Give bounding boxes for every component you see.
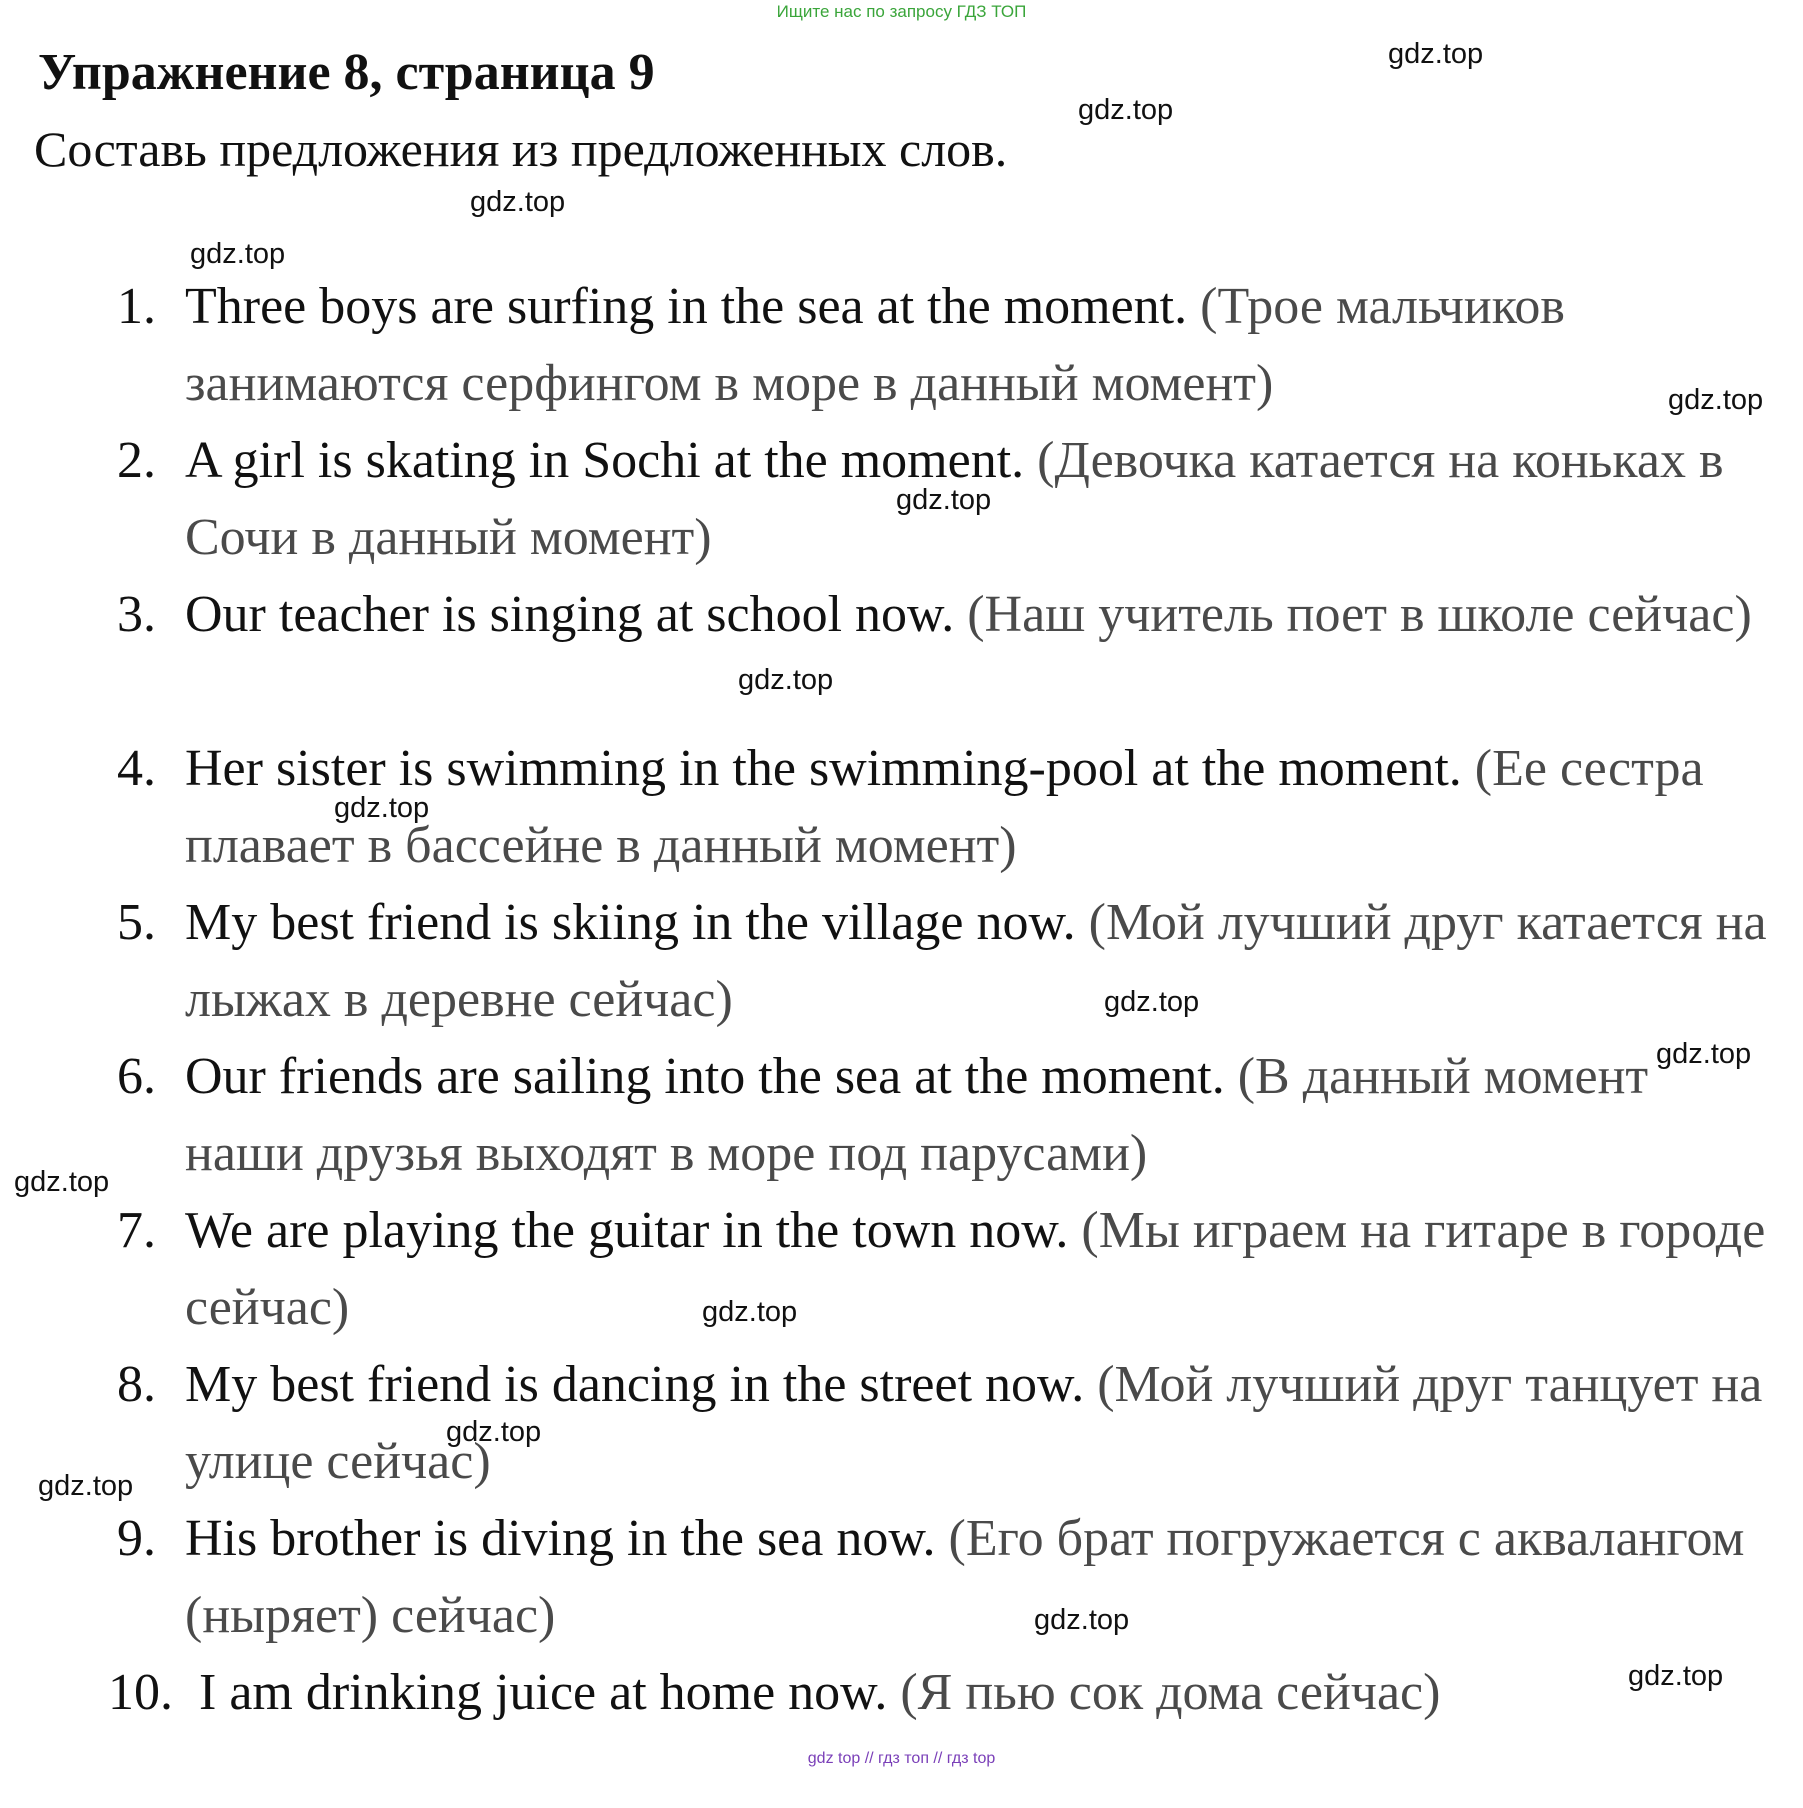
answer-text — [185, 576, 1775, 653]
answer-item — [108, 1500, 1798, 1654]
watermark: gdz.top — [702, 1296, 798, 1328]
watermark: gdz.top — [1034, 1604, 1130, 1636]
russian-translation: (Мы играем на гитаре в городе сейчас) — [185, 1202, 1766, 1336]
english-sentence: My best friend is skiing in the village now. — [185, 894, 1076, 951]
answer-text — [185, 1192, 1775, 1346]
watermark: gdz.top — [446, 1416, 542, 1448]
answer-text — [185, 1500, 1775, 1654]
answer-text — [185, 884, 1775, 1038]
answer-number: 8. — [117, 1356, 156, 1413]
answer-number: 1. — [117, 278, 156, 335]
russian-translation: (Наш учитель поет в школе сейчас) — [967, 586, 1752, 643]
english-sentence: A girl is skating in Sochi at the moment. — [185, 432, 1025, 489]
answer-item — [108, 1038, 1798, 1192]
bottom-banner: gdz top // гдз топ // гдз top — [807, 1750, 996, 1767]
watermark: gdz.top — [1628, 1660, 1724, 1692]
english-sentence: We are playing the guitar in the town now. — [185, 1202, 1069, 1259]
russian-translation: (Девочка катается на коньках в Сочи в данный момент) — [185, 432, 1724, 566]
english-sentence: Our friends are sailing into the sea at the moment. — [185, 1048, 1225, 1105]
english-sentence: My best friend is dancing in the street now. — [185, 1356, 1085, 1413]
russian-translation: (Мой лучший друг танцует на улице сейчас) — [185, 1356, 1763, 1490]
russian-translation: (Я пью сок дома сейчас) — [900, 1664, 1441, 1721]
answer-number: 9. — [117, 1510, 156, 1567]
russian-translation: (Трое мальчиков занимаются серфингом в море в данный момент) — [185, 278, 1565, 412]
task-instruction: Составь предложения из предложенных слов. — [34, 121, 1008, 177]
answer-number: 2. — [117, 432, 156, 489]
answer-text — [199, 1654, 1789, 1731]
watermark: gdz.top — [190, 238, 286, 270]
english-sentence: Three boys are surfing in the sea at the moment. — [185, 278, 1188, 335]
watermark: gdz.top — [1656, 1038, 1752, 1070]
answer-number: 3. — [117, 586, 156, 643]
russian-translation: (В данный момент наши друзья выходят в море под парусами) — [185, 1048, 1649, 1182]
english-sentence: His brother is diving in the sea now. — [185, 1510, 936, 1567]
watermark: gdz.top — [738, 664, 834, 696]
russian-translation: (Его брат погружается с аквалангом (ныряет) сейчас) — [185, 1510, 1745, 1644]
watermark: gdz.top — [1078, 94, 1174, 126]
watermark: gdz.top — [14, 1166, 110, 1198]
answer-item — [108, 576, 1798, 730]
answer-item — [108, 1346, 1798, 1500]
answer-number: 7. — [117, 1202, 156, 1259]
watermark: gdz.top — [1668, 384, 1764, 416]
answer-item — [108, 1192, 1798, 1346]
watermark: gdz.top — [896, 484, 992, 516]
english-sentence: I am drinking juice at home now. — [199, 1664, 888, 1721]
top-banner: Ищите нас по запросу ГДЗ ТОП — [776, 2, 1027, 21]
russian-translation: (Мой лучший друг катается на лыжах в деревне сейчас) — [185, 894, 1767, 1028]
watermark: gdz.top — [38, 1470, 134, 1502]
answer-item — [108, 1654, 1798, 1808]
answer-text — [185, 268, 1775, 422]
english-sentence: Our teacher is singing at school now. — [185, 586, 955, 643]
answer-item — [108, 268, 1798, 422]
watermark: gdz.top — [470, 186, 566, 218]
watermark: gdz.top — [334, 792, 430, 824]
answer-number: 4. — [117, 740, 156, 797]
answer-text — [185, 1038, 1775, 1192]
answer-text — [185, 1346, 1775, 1500]
english-sentence: Her sister is swimming in the swimming-pool at the moment. — [185, 740, 1462, 797]
watermark: gdz.top — [1388, 38, 1484, 70]
answer-item — [108, 884, 1798, 1038]
page-title: Упражнение 8, страница 9 — [38, 44, 655, 101]
watermark: gdz.top — [1104, 986, 1200, 1018]
answer-number: 6. — [117, 1048, 156, 1105]
answer-number: 5. — [117, 894, 156, 951]
russian-translation: (Ее сестра плавает в бассейне в данный момент) — [185, 740, 1704, 874]
answer-number: 10. — [108, 1664, 173, 1721]
